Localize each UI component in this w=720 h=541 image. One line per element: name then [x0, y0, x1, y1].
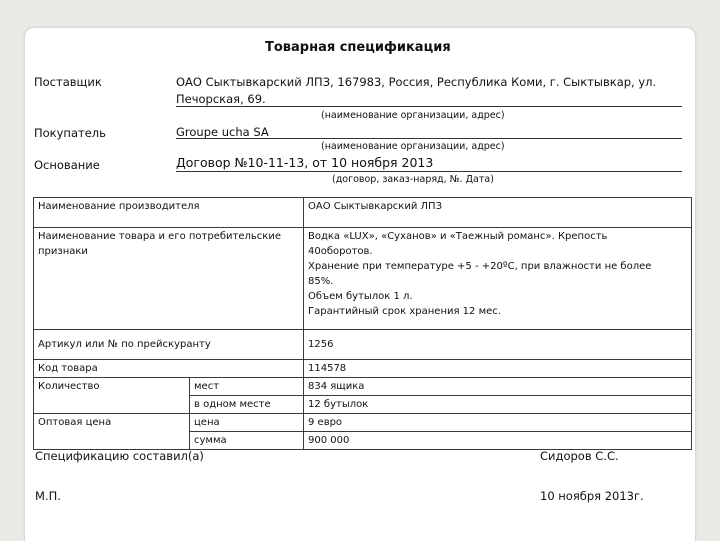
code-label: Код товара	[34, 360, 304, 378]
price-unit-value: 9 евро	[304, 414, 692, 432]
basis-underline	[176, 171, 682, 172]
document-sheet	[24, 27, 696, 541]
manufacturer-value: ОАО Сыктывкарский ЛПЗ	[304, 198, 692, 228]
code-value: 114578	[304, 360, 692, 378]
product-label: Наименование товара и его потребительские признаки	[34, 228, 304, 330]
article-value: 1256	[304, 330, 692, 360]
product-line: 40оборотов.	[308, 246, 373, 257]
product-line: Хранение при температуре +5 - +20ºС, при влажности не более	[308, 261, 652, 272]
supplier-label: Поставщик	[34, 75, 102, 89]
table-row	[34, 360, 692, 378]
basis-hint: (договор, заказ-наряд, №. Дата)	[332, 174, 494, 185]
product-value	[304, 228, 692, 330]
table-row	[34, 378, 692, 396]
quantity-places-value: 834 ящика	[304, 378, 692, 396]
product-line: Водка «LUX», «Суханов» и «Таежный романс». Крепость	[308, 231, 608, 242]
document-title: Товарная спецификация	[265, 40, 451, 55]
manufacturer-label: Наименование производителя	[34, 198, 304, 228]
composed-by-label: Спецификацию составил(а)	[35, 449, 204, 463]
supplier-value	[176, 74, 691, 108]
article-label: Артикул или № по прейскуранту	[34, 330, 304, 360]
table-row	[34, 414, 692, 432]
buyer-label: Покупатель	[34, 126, 106, 140]
specification-table	[33, 197, 692, 450]
supplier-value-line1: ОАО Сыктывкарский ЛПЗ, 167983, Россия, Республика Коми, г. Сыктывкар, ул.	[176, 75, 657, 89]
quantity-per-place-value: 12 бутылок	[304, 396, 692, 414]
buyer-underline	[176, 138, 682, 139]
product-line: Гарантийный срок хранения 12 мес.	[308, 306, 501, 317]
signature-date: 10 ноября 2013г.	[540, 489, 644, 503]
buyer-value: Groupe ucha SA	[176, 125, 269, 139]
quantity-per-place-label: в одном месте	[190, 396, 304, 414]
quantity-places-label: мест	[190, 378, 304, 396]
table-row	[34, 330, 692, 360]
buyer-hint: (наименование организации, адрес)	[321, 141, 505, 152]
basis-value: Договор №10-11-13, от 10 ноября 2013	[176, 155, 434, 170]
quantity-label: Количество	[34, 378, 190, 414]
composed-by-name: Сидоров С.С.	[540, 449, 619, 463]
price-unit-label: цена	[190, 414, 304, 432]
basis-label: Основание	[34, 158, 100, 172]
table-row	[34, 198, 692, 228]
price-sum-label: сумма	[190, 432, 304, 450]
stamp-label: М.П.	[35, 489, 61, 503]
price-label: Оптовая цена	[34, 414, 190, 450]
product-line: 85%.	[308, 276, 334, 287]
supplier-value-line2: Печорская, 69.	[176, 92, 266, 106]
table-row	[34, 228, 692, 330]
product-line: Объем бутылок 1 л.	[308, 291, 413, 302]
price-sum-value: 900 000	[304, 432, 692, 450]
supplier-underline	[176, 106, 682, 107]
supplier-hint: (наименование организации, адрес)	[321, 110, 505, 121]
